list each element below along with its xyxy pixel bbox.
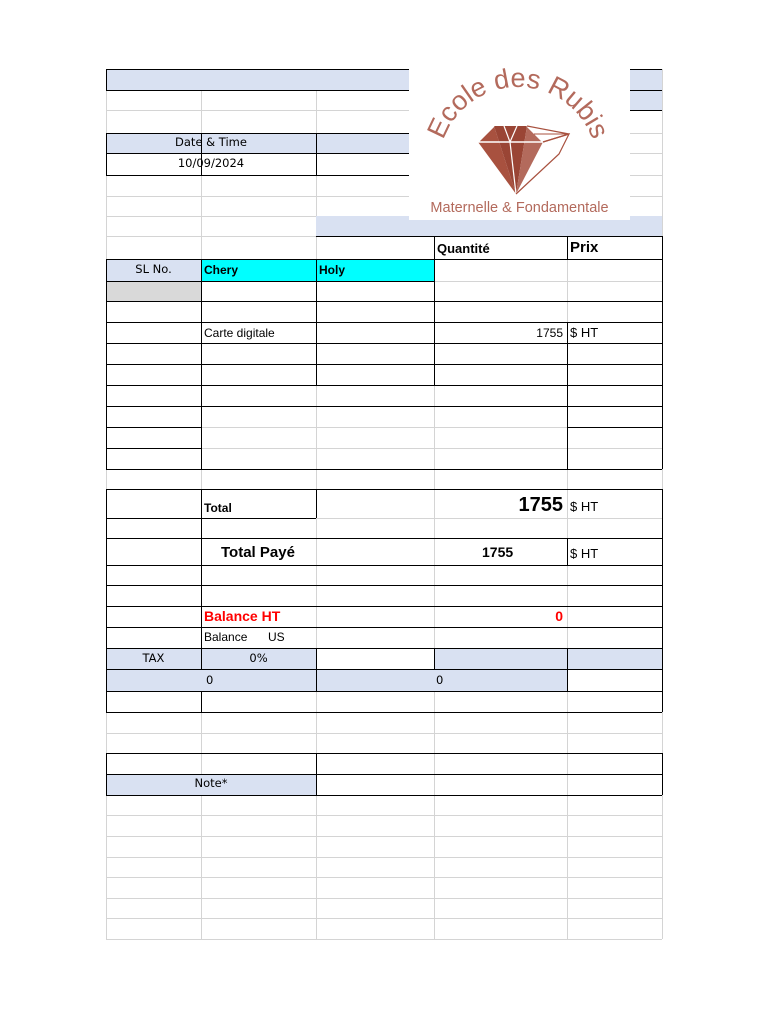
item-description[interactable]: Carte digitale <box>204 326 275 340</box>
item-quantity[interactable]: 1755 <box>536 326 563 340</box>
balance-ht-label: Balance HT <box>204 608 281 624</box>
logo-graphic <box>409 68 630 220</box>
tax-amount-a[interactable]: 0 <box>206 673 214 687</box>
total-value[interactable]: 1755 <box>518 494 563 516</box>
student-name-chery: Chery <box>204 263 239 277</box>
total-label: Total <box>204 501 232 515</box>
date-time-label: Date & Time <box>175 135 247 149</box>
balance-ht-value[interactable]: 0 <box>555 608 563 624</box>
balance-label: Balance <box>204 630 248 644</box>
tax-label: TAX <box>142 651 165 665</box>
balance-currency: US <box>268 630 285 644</box>
tax-rate[interactable]: 0% <box>249 651 268 665</box>
date-value[interactable]: 10/09/2024 <box>177 156 245 170</box>
note-label: Note* <box>194 776 228 790</box>
student-name-holy: Holy <box>319 263 346 277</box>
quantity-column-label: Quantité <box>437 241 490 256</box>
sl-no-label: SL No. <box>135 262 172 276</box>
logo-tagline: Maternelle & Fondamentale <box>430 200 609 216</box>
price-column-label: Prix <box>570 239 599 256</box>
school-logo <box>409 68 630 220</box>
logo-school-name: Ecole des Rubis <box>421 68 615 143</box>
total-paid-unit: $ HT <box>570 546 599 561</box>
total-paid-value[interactable]: 1755 <box>482 544 514 560</box>
total-paid-label: Total Payé <box>221 544 295 561</box>
tax-amount-b[interactable]: 0 <box>436 673 444 687</box>
item-price-unit[interactable]: $ HT <box>570 325 599 340</box>
diamond-icon <box>478 126 569 194</box>
total-unit: $ HT <box>570 499 599 514</box>
